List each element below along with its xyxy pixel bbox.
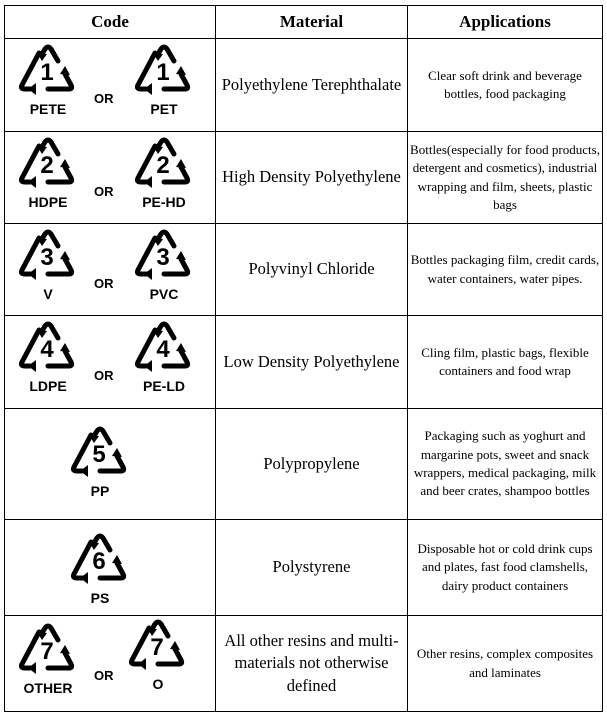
recycle-triangle-icon (13, 620, 83, 680)
recycle-triangle-icon (65, 423, 135, 483)
resin-number: 3 (156, 244, 170, 271)
recycle-symbol-4-right (129, 318, 199, 393)
or-label: OR (94, 668, 114, 683)
applications-header: Applications (408, 6, 603, 39)
resin-number: 4 (156, 336, 170, 363)
resin-code-table (4, 5, 603, 712)
recycle-triangle-icon (129, 41, 199, 101)
header-row (5, 6, 603, 39)
applications-cell: Clear soft drink and beverage bottles, food packaging (408, 39, 603, 132)
applications-cell: Bottles packaging film, credit cards, water containers, water pipes. (408, 224, 603, 316)
material-header: Material (216, 6, 408, 39)
resin-number: 1 (40, 59, 54, 86)
resin-number: 6 (92, 548, 106, 575)
code-cell (5, 409, 216, 520)
recycle-symbol-5 (65, 423, 135, 498)
resin-number: 5 (92, 441, 106, 468)
resin-number: 3 (40, 244, 54, 271)
recycle-triangle-icon (129, 134, 199, 194)
resin-abbr: PET (150, 101, 178, 117)
recycle-triangle-icon (13, 226, 83, 286)
resin-abbr: PVC (149, 286, 179, 302)
or-label: OR (94, 276, 114, 291)
resin-abbr: PP (90, 483, 110, 499)
resin-abbr: PETE (29, 101, 67, 117)
resin-number: 7 (150, 634, 164, 661)
recycle-symbol-3-right (129, 226, 199, 301)
material-cell: Low Density Polyethylene (216, 316, 408, 409)
recycle-symbol-4-left (13, 318, 83, 393)
resin-number: 1 (156, 59, 170, 86)
or-label: OR (94, 184, 114, 199)
recycle-symbol-1-right (129, 41, 199, 116)
recycle-symbol-7-left (13, 620, 83, 695)
recycle-triangle-icon (13, 41, 83, 101)
recycle-triangle-icon (13, 134, 83, 194)
code-cell (5, 39, 216, 132)
code-cell (5, 520, 216, 616)
applications-cell: Packaging such as yoghurt and margarine pots, sweet and snack wrappers, medical packaging, milk and beer crates, shampoo bottles (408, 409, 603, 520)
resin-number: 7 (40, 638, 54, 665)
code-cell (5, 224, 216, 316)
table-row (5, 224, 603, 316)
table-row (5, 39, 603, 132)
recycle-triangle-icon (129, 226, 199, 286)
resin-number: 2 (40, 152, 54, 179)
resin-number: 2 (156, 152, 170, 179)
material-cell: All other resins and multi-materials not otherwise defined (216, 616, 408, 712)
code-cell (5, 132, 216, 224)
recycle-triangle-icon (123, 616, 193, 676)
applications-cell: Bottles(especially for food products, detergent and cosmetics), industrial wrapping and film, sheets, plastic bags (408, 132, 603, 224)
resin-abbr: O (152, 676, 164, 692)
table-row (5, 132, 603, 224)
resin-abbr: PE-HD (142, 194, 186, 210)
recycle-triangle-icon (65, 530, 135, 590)
recycle-triangle-icon (129, 318, 199, 378)
or-label: OR (94, 91, 114, 106)
recycle-symbol-7-right (123, 616, 193, 691)
code-cell (5, 616, 216, 712)
or-label: OR (94, 368, 114, 383)
table-row (5, 616, 603, 712)
resin-abbr: PS (90, 590, 110, 606)
recycle-symbol-1-left (13, 41, 83, 116)
code-header: Code (5, 6, 216, 39)
recycle-triangle-icon (13, 318, 83, 378)
table-row (5, 409, 603, 520)
recycle-symbol-3-left (13, 226, 83, 301)
recycle-symbol-2-right (129, 134, 199, 209)
applications-cell: Cling film, plastic bags, flexible containers and food wrap (408, 316, 603, 409)
material-cell: Polypropylene (216, 409, 408, 520)
material-cell: Polyethylene Terephthalate (216, 39, 408, 132)
resin-abbr: HDPE (28, 194, 68, 210)
recycle-symbol-2-left (13, 134, 83, 209)
applications-cell: Disposable hot or cold drink cups and plates, fast food clamshells, dairy product containers (408, 520, 603, 616)
material-cell: Polyvinyl Chloride (216, 224, 408, 316)
code-cell (5, 316, 216, 409)
table-row (5, 520, 603, 616)
resin-number: 4 (40, 336, 54, 363)
resin-abbr: PE-LD (143, 378, 185, 394)
applications-cell: Other resins, complex composites and laminates (408, 616, 603, 712)
material-cell: High Density Polyethylene (216, 132, 408, 224)
resin-abbr: V (43, 286, 53, 302)
table-row (5, 316, 603, 409)
resin-abbr: OTHER (23, 680, 73, 696)
recycle-symbol-6 (65, 530, 135, 605)
material-cell: Polystyrene (216, 520, 408, 616)
resin-abbr: LDPE (29, 378, 67, 394)
